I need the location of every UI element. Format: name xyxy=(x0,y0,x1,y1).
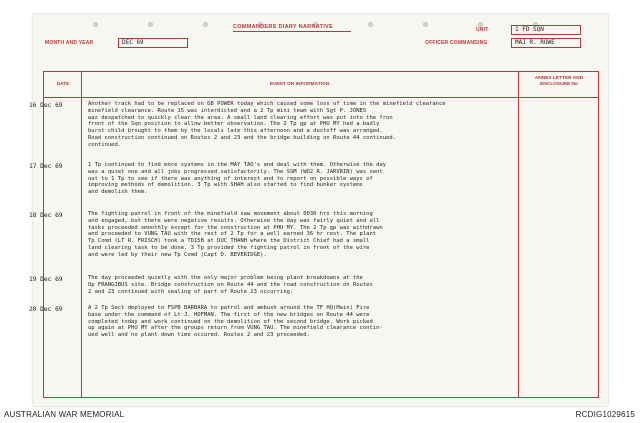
punch-hole xyxy=(93,22,98,27)
entry-date: 16 Dec 69 xyxy=(29,102,63,109)
punch-hole xyxy=(203,22,208,27)
month-value: DEC 69 xyxy=(118,38,188,48)
entry-text: The day proceeded quietly with the only major problem being plant breakdowns at the Op FRANGIBUS site. Bridge construction on Route 44 and the road construction on Routes 2 and 23 continued with sealing of part of Route 23 occurring. xyxy=(88,275,373,295)
date-column-divider xyxy=(81,71,82,398)
record-id: RCDIG1029615 xyxy=(575,410,635,419)
entry-date: 18 Dec 69 xyxy=(29,212,63,219)
entry-date: 17 Dec 69 xyxy=(29,163,63,170)
punch-hole xyxy=(368,22,373,27)
entry-text: The fighting patrol in front of the minefield saw movement about 0030 hrs this morning and engaged, but there were negative results. Otherwise the day was fairly quiet and all tasks proceeded smoothly except for the construction at PHU MY. The 2 Tp gp was withdrawn and proceeded to VUNG TAU with the rest of 2 Tp for a well earned 36 hr rest. The plant Tp Comd (LT R. FRISCH) took a TD15B at DUC THANH where the District Chief had a small land clearing task to be done. 3 Tp provided the fighting patrol in front of the wire and were led by their new Tp Comd (Capt D. BEVERIDGE). xyxy=(88,211,383,258)
entry-text: 1 Tp continued to find more systems in the MAY TAO's and deal with them. Otherwise the day was a quiet one and all jobs progressed satisfactorily. The SSM (WO2 R. JARVRIN) was sent out to 1 Tp to see if there was anything of interest and to report on possible ways of improving methods of demolition. 3 Tp with SHAH also started to find bunker systems and demolish them. xyxy=(88,162,387,196)
diary-page xyxy=(29,14,608,406)
column-header-annex-line2: ENCLOSURE No xyxy=(540,82,578,87)
column-header-annex-line1: ANNEX LETTER AND xyxy=(534,76,584,81)
title-underline xyxy=(233,31,351,32)
unit-label: UNIT xyxy=(476,27,489,33)
officer-value: MAJ R. ROWE xyxy=(511,38,581,48)
column-header-date: DATE xyxy=(56,82,70,87)
entry-text: Another track had to be replaced on D8 POWER today which caused some loss of time in the minefield clearance minefield clearance. Route 15 was interdicted and a 2 Tp mini team with Sgt P. JONES was despatched to quickly clear the area. A small land clearing effort was put into the fron front of the Sqn position to allow better observation. The 2 Tp gp at PHU MY had a badly burst child brought to them by the locals late this afternoon and a dustoff was arranged. Road construction continued on Routes 2 and 23 and the bridge building on Route 44 continued. continued. xyxy=(88,101,446,148)
column-header-event: EVENT OR INFORMATION xyxy=(269,82,330,87)
page-title: COMMANDERS DIARY NARRATIVE xyxy=(233,24,333,30)
entry-text: A 2 Tp Sect deployed to FSPB BARBARA to patrol and ambush around the TF HQ(Main) Fire base under the command of Lt J. HOFMAN. The first of the new bridges on Route 44 were completed today and work continued on the demolition of the second bridge. Work picked up again at PHU MY after the groups return from VUNG TAU. The minefield clearance contin- ued well and no plant down time occured. Routes 2 and 23 proceeded. xyxy=(88,305,383,339)
month-label: MONTH AND YEAR xyxy=(45,40,94,46)
archive-credit: AUSTRALIAN WAR MEMORIAL xyxy=(4,410,125,419)
punch-hole xyxy=(148,22,153,27)
unit-value: 1 FD SQN xyxy=(511,25,581,35)
entry-date: 19 Dec 69 xyxy=(29,276,63,283)
punch-hole xyxy=(423,22,428,27)
entry-date: 20 Dec 69 xyxy=(29,306,63,313)
officer-label: OFFICER COMMANDING xyxy=(425,40,488,46)
